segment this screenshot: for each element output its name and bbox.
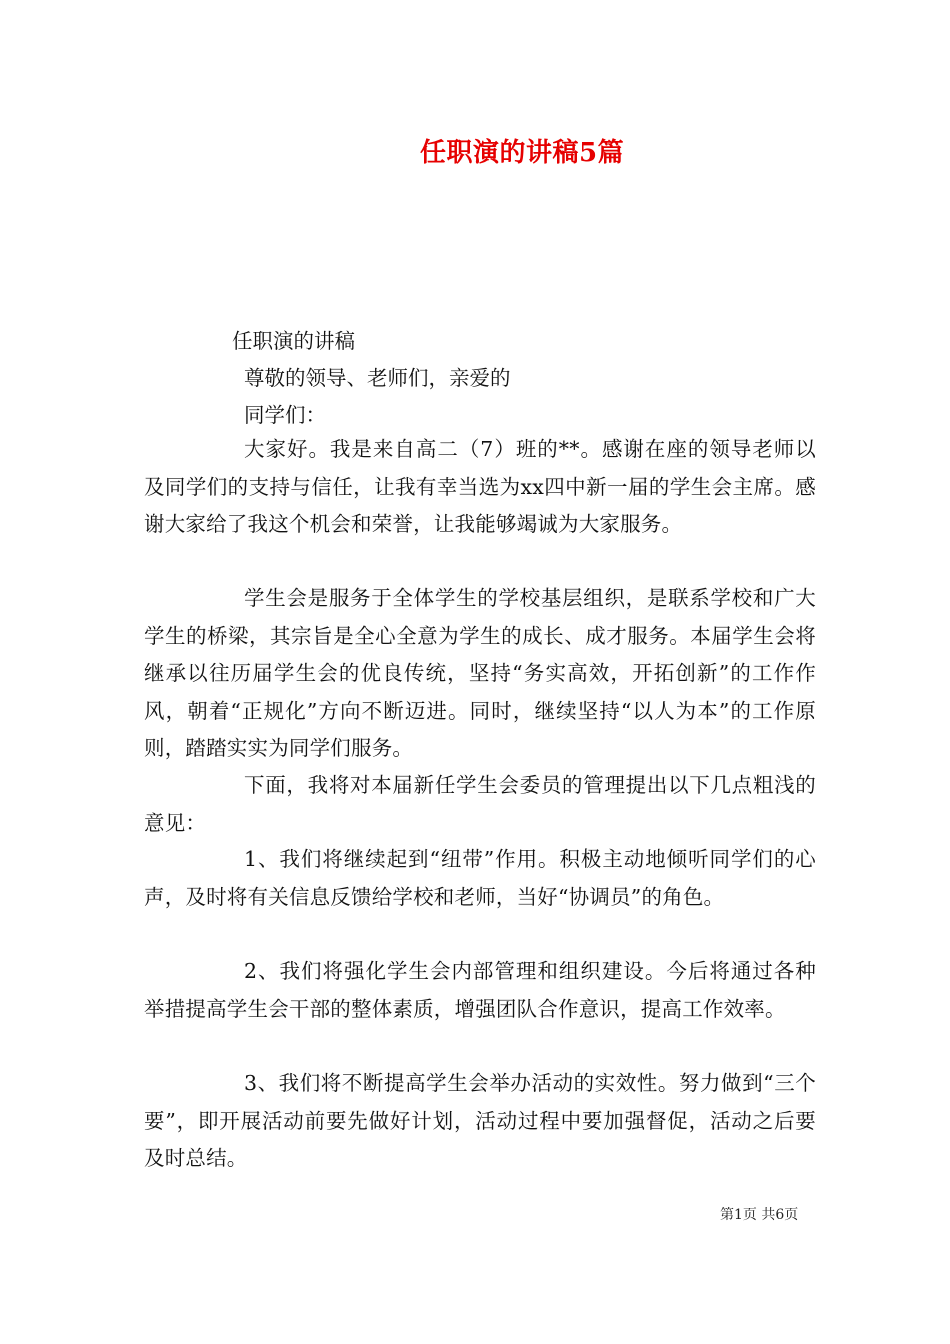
greeting-line-2: 同学们： xyxy=(244,403,326,427)
speech-heading: 任职演的讲稿 xyxy=(232,329,355,353)
paragraph-opinions: 下面，我将对本届新任学生会委员的管理提出以下几点粗浅的意见： xyxy=(144,773,816,835)
greeting-line-1: 尊敬的领导、老师们，亲爱的 xyxy=(244,366,511,390)
document-title: 任职演的讲稿5篇 xyxy=(420,138,625,168)
paragraph-point-2: 2、我们将强化学生会内部管理和组织建设。今后将通过各种举措提高学生会干部的整体素质，增强团队合作意识，提高工作效率。 xyxy=(144,959,816,1021)
paragraph-student-union: 学生会是服务于全体学生的学校基层组织，是联系学校和广大学生的桥梁，其宗旨是全心全意为学生的成长、成才服务。本届学生会将继承以往历届学生会的优良传统，坚持“务实高效，开拓创新”的工作作风，朝着“正规化”方向不断迈进。同时，继续坚持“以人为本”的工作原则，踏踏实实为同学们服务。 xyxy=(144,586,816,760)
paragraph-point-1: 1、我们将继续起到“纽带”作用。积极主动地倾听同学们的心声，及时将有关信息反馈给学校和老师，当好“协调员”的角色。 xyxy=(144,847,816,909)
page-number: 第1页 共6页 xyxy=(720,1207,799,1223)
paragraph-point-3: 3、我们将不断提高学生会举办活动的实效性。努力做到“三个要”，即开展活动前要先做好计划，活动过程中要加强督促，活动之后要及时总结。 xyxy=(144,1071,816,1170)
paragraph-intro: 大家好。我是来自高二（7）班的**。感谢在座的领导老师以及同学们的支持与信任，让我有幸当选为xx四中新一届的学生会主席。感谢大家给了我这个机会和荣誉，让我能够竭诚为大家服务。 xyxy=(144,437,816,536)
